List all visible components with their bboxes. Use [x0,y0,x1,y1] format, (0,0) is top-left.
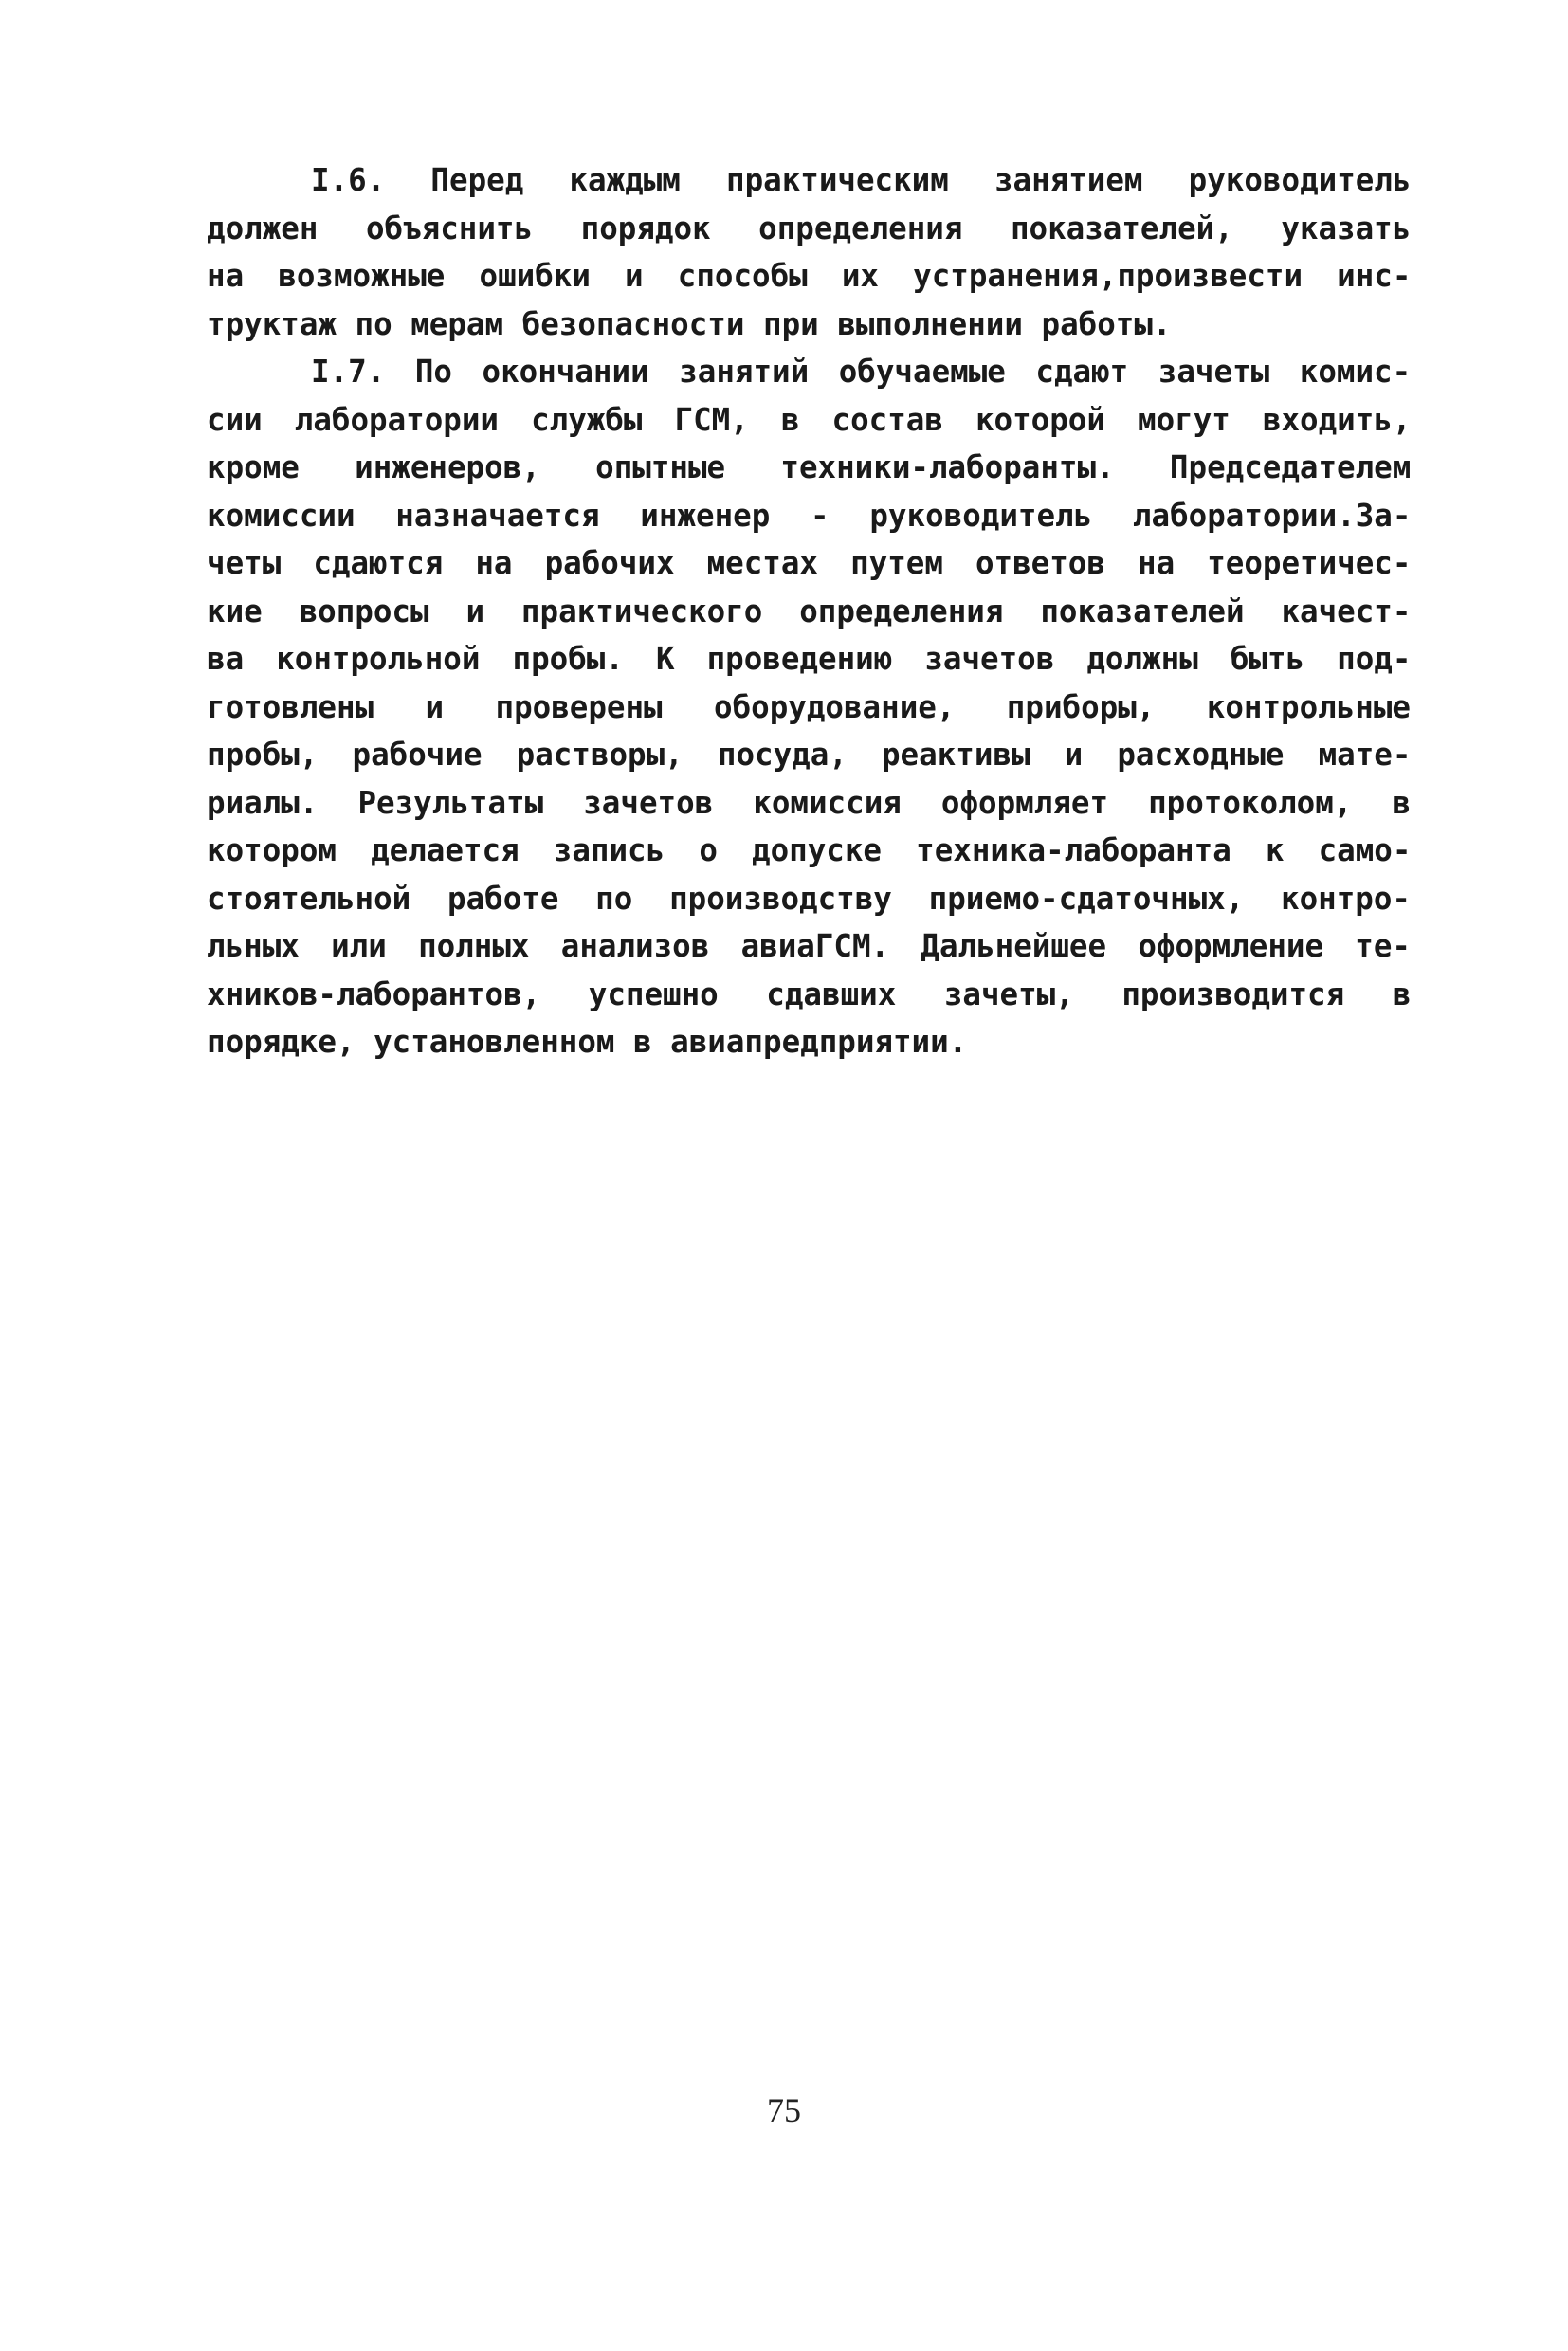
text-line: комиссии назначается инженер - руководитель лаборатории.За- [207,497,1412,534]
text-line: на возможные ошибки и способы их устранения,произвести инс- [207,258,1412,294]
text-line: льных или полных анализов авиаГСМ. Дальнейшее оформление те- [207,928,1411,964]
text-line: риалы. Результаты зачетов комиссия оформляет протоколом, в [207,784,1411,821]
text-line: труктаж по мерам безопасности при выполнении работы. [207,305,1172,342]
page-number: 75 [767,2091,801,2129]
paragraph-1-6 [207,156,1411,348]
text-line: четы сдаются на рабочих местах путем ответов на теоретичес- [207,545,1412,581]
text-line: готовлены и проверены оборудование, приборы, контрольные [207,688,1411,725]
text-line: I.6. Перед каждым практическим занятием руководитель [311,162,1412,198]
text-line: пробы, рабочие растворы, посуда, реактивы и расходные мате- [207,737,1412,773]
text-line: стоятельной работе по производству приемо-сдаточных, контро- [207,880,1411,917]
text-line: кроме инженеров, опытные техники-лаборанты. Председателем [207,449,1412,485]
text-line: I.7. По окончании занятий обучаемые сдают зачеты комис- [311,354,1412,390]
text-line: ва контрольной пробы. К проведению зачетов должны быть под- [207,641,1412,677]
text-line: порядке, установленном в авиапредприятии. [207,1024,968,1060]
paragraph-1-7 [207,348,1411,1066]
text-line: кие вопросы и практического определения показателей качест- [207,592,1412,629]
text-line: должен объяснить порядок определения показателей, указать [207,210,1412,246]
text-line: котором делается запись о допуске техника-лаборанта к само- [207,832,1412,868]
text-line: сии лаборатории службы ГСМ, в состав которой могут входить, [207,401,1412,438]
body-text [207,156,1411,1066]
text-line: хников-лаборантов, успешно сдавших зачеты, производится в [207,975,1412,1012]
